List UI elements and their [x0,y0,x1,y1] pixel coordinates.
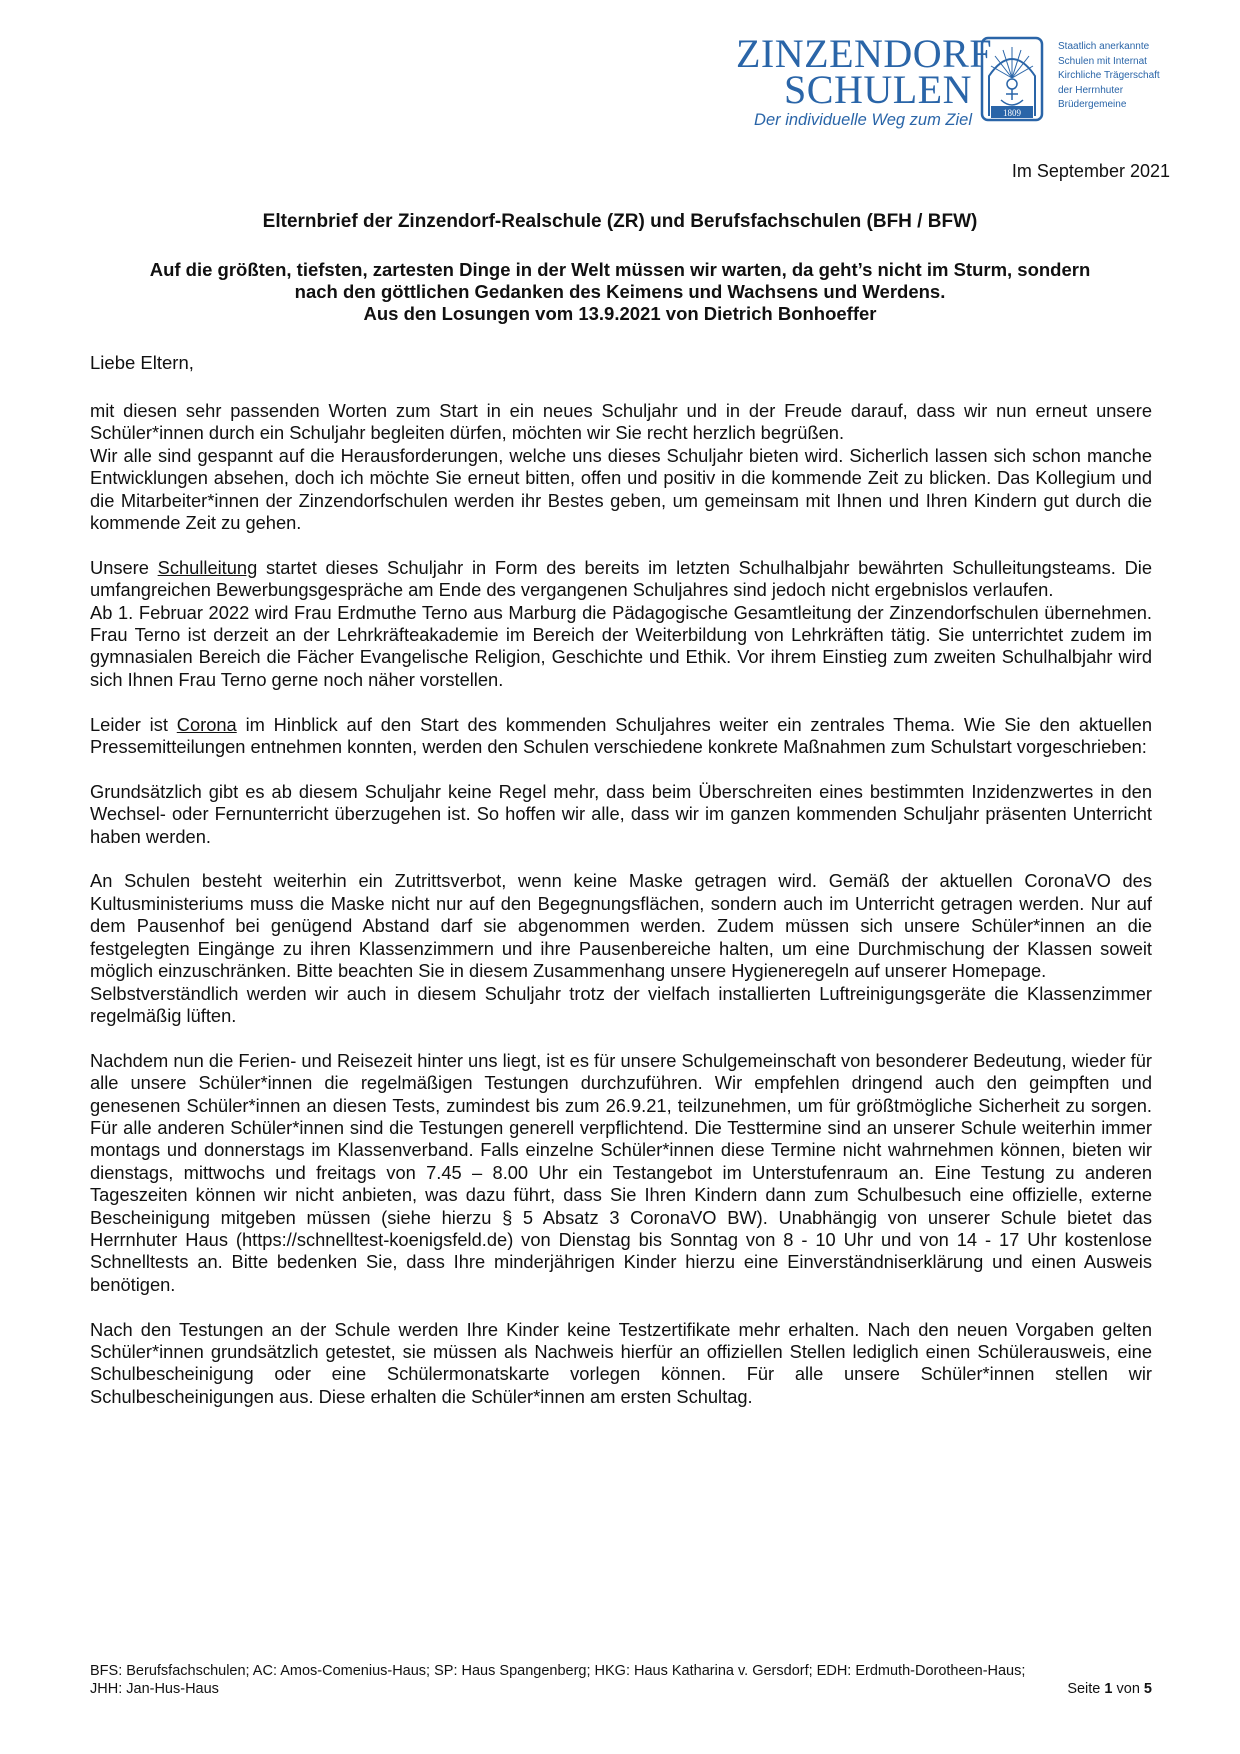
paragraph-text: startet dieses Schuljahr in Form des bereits im letzten Schulhalbjahr bewährten Schulleitungsteams. Die umfangreichen Bewerbungsgespräche am Ende des vergangenen Schuljahres sind jedoch nicht ergebnislos verlaufen. [90,556,1152,601]
logo-line2: SCHULEN [784,67,972,112]
page-footer [90,1662,1152,1698]
letter-date: Im September 2021 [1011,161,1170,181]
paragraph-text: Ab 1. Februar 2022 wird Frau Erdmuthe Terno aus Marburg die Pädagogische Gesamtleitung der Zinzendorfschulen übernehmen. Frau Terno ist derzeit an der Lehrkräfteakademie im Bereich der Weiterbildung von Lehrkräften tätig. Sie unterrichtet zudem im gymnasialen Bereich die Fächer Evangelische Religion, Geschichte und Ethik. Vor ihrem Einstieg zum zweiten Schulhalbjahr wird sich Ihnen Frau Terno gerne noch näher vorstellen. [90,601,1152,690]
paragraph-text: im Hinblick auf den Start des kommenden Schuljahres weiter ein zentrales Thema. Wie Sie den aktuellen Pressemitteilungen entnehmen konnten, werden den Schulen verschiedene konkrete Maßnahmen zum Schulstart vorgeschrieben: [90,713,1152,758]
motto-line: nach den göttlichen Gedanken des Keimens und Wachsens und Werdens. [294,281,946,302]
paragraph-text: mit diesen sehr passenden Worten zum Start in ein neues Schuljahr und in der Freude darauf, dass wir nun erneut unsere Schüler*innen durch ein Schuljahr begleiten dürfen, möchten wir Sie recht herzlich begrüßen. [90,400,1152,444]
logo-wordmark [736,31,993,131]
paragraph-certificates: Nach den Testungen an der Schule werden Ihre Kinder keine Testzertifikate mehr erhalten. Nach den neuen Vorgaben gelten Schüler*innen grundsätzlich getestet, sie müssen als Nachweis hierfür an offiziellen Stellen lediglich einen Schülerausweis, eine Schulbescheinigung oder eine Schülermonatskarte vorlegen können. Für alle unsere Schüler*innen stellen wir Schulbescheinigungen aus. Diese erhalten die Schüler*innen am ersten Schultag. [90,1318,1152,1407]
paragraph-testing: Nachdem nun die Ferien- und Reisezeit hinter uns liegt, ist es für unsere Schulgemeinschaft von besonderer Bedeutung, wieder für alle unsere Schüler*innen die regelmäßigen Testungen durchzuführen. Wir empfehlen dringend auch den geimpften und genesenen Schüler*innen an diesen Tests, zumindest bis zum 26.9.21, teilzunehmen, um für größtmögliche Sicherheit zu sorgen. Für alle anderen Schüler*innen sind die Testungen generell verpflichtend. Die Testtermine sind an unserer Schule weiterhin immer montags und donnerstags im Klassenverband. Falls einzelne Schüler*innen diese Termine nicht wahrnehmen können, bieten wir dienstags, mittwochs und freitags von 7.45 – 8.00 Uhr ein Testangebot im Unterstufenraum an. Eine Testung zu anderen Tageszeiten können wir nicht anbieten, was dazu führt, dass Sie Ihren Kindern dann zum Schulbesuch eine offizielle, externe Bescheinigung mitgeben müssen (siehe hierzu § 5 Absatz 3 CoronaVO BW). Unabhängig von unserer Schule bietet das Herrnhuter Haus (https://schnelltest-koenigsfeld.de) von Dienstag bis Sonntag von 8 - 10 Uhr und von 14 - 17 Uhr kostenlose Schnelltests an. Bitte bedenken Sie, dass Ihre minderjährigen Kinder hierzu eine Einverständniserklärung und einen Ausweis benötigen. [90,1049,1152,1295]
seal-icon [979,36,1045,124]
logo-side-line: Brüdergemeine [1058,99,1127,110]
logo-side-text [1058,40,1198,113]
motto-line: Auf die größten, tiefsten, zartesten Dinge in der Welt müssen wir warten, da geht’s nicht im Sturm, sondern [149,259,1091,280]
corona-link[interactable]: Corona [176,713,237,735]
logo-line1: ZINZENDORF [736,31,993,76]
motto-quote [90,259,1150,325]
paragraph-text: Wir alle sind gespannt auf die Herausforderungen, welche uns dieses Schuljahr bieten wird. Sicherlich lassen sich schon manche Entwicklungen absehen, doch ich möchte Sie erneut bitten, offen und positiv in die kommende Zeit zu blicken. Das Kollegium und die Mitarbeiter*innen der Zinzendorfschulen werden ihr Bestes geben, um gemeinsam mit Ihnen und Ihren Kindern gut durch die kommende Zeit zu gehen. [90,444,1152,534]
seal-year: 1809 [1003,108,1021,118]
greeting: Liebe Eltern, [90,352,194,373]
footer-abbreviations-cont: JHH: Jan-Hus-Haus [90,1681,219,1697]
paragraph-corona [90,714,1152,759]
logo-side-line: Kirchliche Trägerschaft [1058,70,1160,81]
motto-source: Aus den Losungen vom 13.9.2021 von Dietrich Bonhoeffer [363,303,877,324]
logo-side-line: der Herrnhuter [1058,84,1124,96]
paragraph-leadership [90,557,1152,691]
paragraph-incidence: Grundsätzlich gibt es ab diesem Schuljahr keine Regel mehr, dass beim Überschreiten eines bestimmten Inzidenzwertes in den Wechsel- oder Fernunterricht überzugehen ist. So hoffen wir alle, dass wir im ganzen kommenden Schuljahr präsenten Unterricht haben werden. [90,780,1152,847]
paragraph-text: Unsere [90,556,158,578]
paragraph-masks [90,870,1152,1027]
paragraph-text: Selbstverständlich werden wir auch in diesem Schuljahr trotz der vielfach installierten Luftreinigungsgeräte die Klassenzimmer regelmäßig lüften. [90,982,1152,1026]
paragraph-welcome [90,400,1152,534]
page-number: Seite 1 von 5 [1067,1681,1152,1697]
logo-tagline: Der individuelle Weg zum Ziel [754,111,972,129]
logo-side-line: Schulen mit Internat [1058,55,1147,67]
logo-side-line: Staatlich anerkannte [1058,41,1150,52]
letter-title: Elternbrief der Zinzendorf-Realschule (ZR) und Berufsfachschulen (BFH / BFW) [262,211,978,232]
paragraph-text: An Schulen besteht weiterhin ein Zutrittsverbot, wenn keine Maske getragen wird. Gemäß der aktuellen CoronaVO des Kultusministeriums muss die Maske nicht nur auf den Begegnungsflächen, sondern auch im Unterricht getragen werden. Nur auf dem Pausenhof bei genügend Abstand darf sie abgenommen werden. Zudem müssen sich unsere Schüler*innen an die festgelegten Eingänge zu ihren Klassenzimmern und ihre Pausenbereiche halten, um eine Durchmischung der Klassen soweit möglich einzuschränken. Bitte beachten Sie in diesem Zusammenhang unsere Hygieneregeln auf unserer Homepage. [90,870,1152,982]
schulleitung-link[interactable]: Schulleitung [157,556,258,578]
paragraph-text: Leider ist [90,713,177,735]
school-logo [736,31,1160,129]
letter-body [90,400,1152,1431]
footer-abbreviations: BFS: Berufsfachschulen; AC: Amos-Comenius-Haus; SP: Haus Spangenberg; HKG: Haus Katharina v. Gersdorf; EDH: Erdmuth-Dorotheen-Haus; [90,1663,1026,1679]
